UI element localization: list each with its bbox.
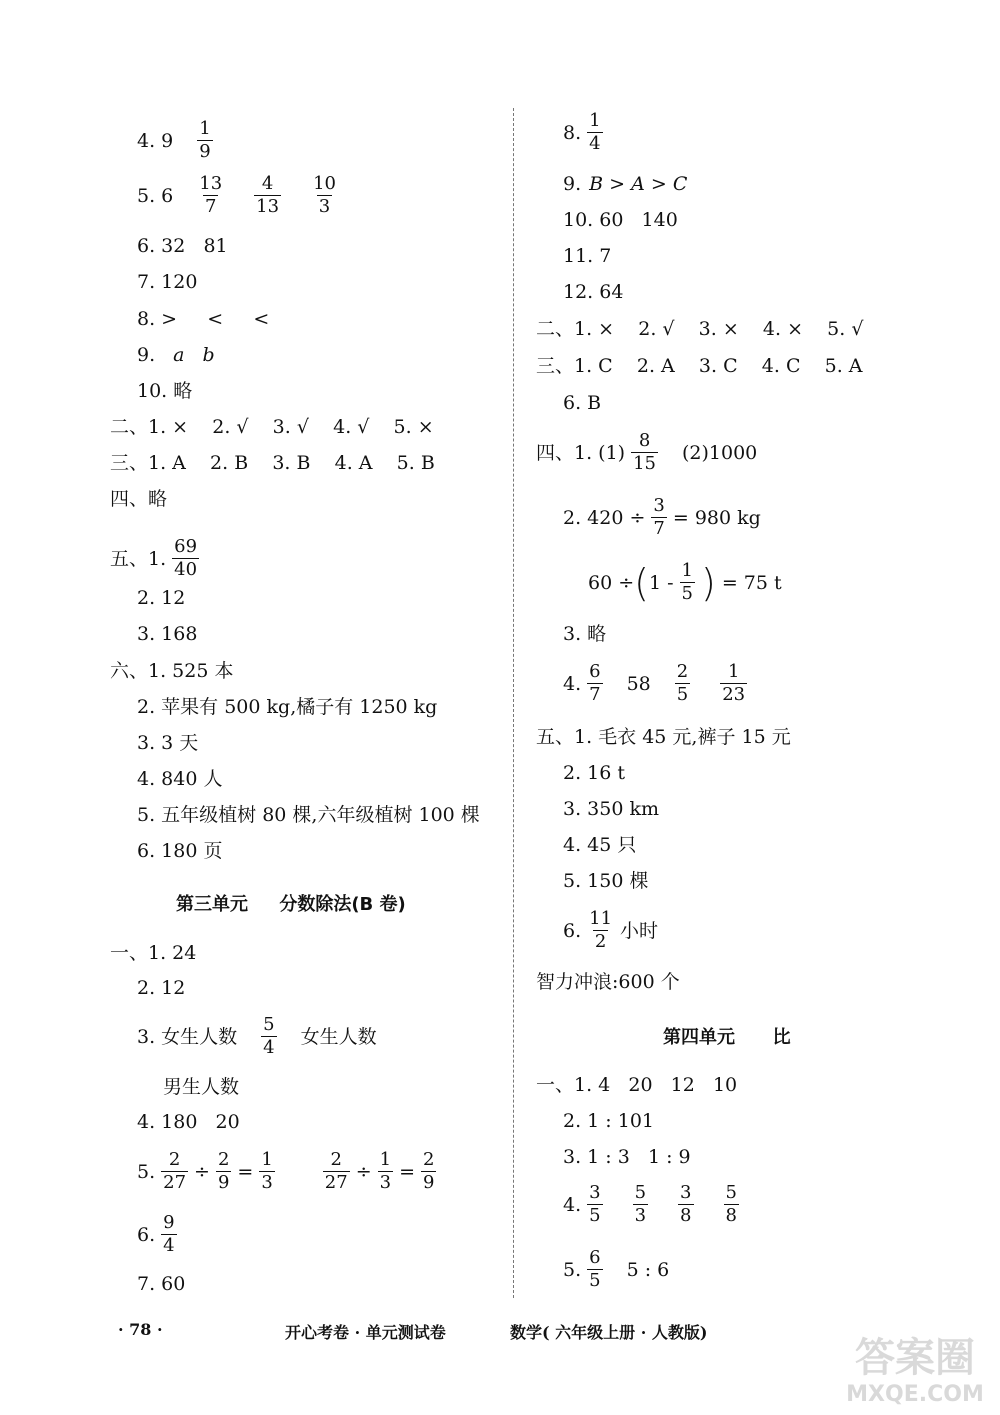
answer-line: 8. $\frac{1}{4}$ [563,110,601,154]
fraction: $\frac{11}{2}$ [589,908,613,952]
answer-line: 2. 苹果有 500 kg,橘子有 1250 kg [137,696,438,718]
fraction: $\frac{1}{3}$ [379,1149,392,1193]
fraction: $\frac{5}{8}$ [725,1182,737,1226]
fraction: $\frac{6}{5}$ [589,1247,601,1291]
answer-line: 二、1. × 2. √ 3. √ 4. √ 5. × [110,416,434,438]
answer-line: 4. 9 $\frac{1}{9}$ [137,118,211,162]
answer-line: 3. 3 天 [137,732,199,754]
fraction: $\frac{8}{15}$ [633,430,656,474]
fraction: $\frac{2}{27}$ [163,1149,187,1193]
answer-line: 60 ÷ ( 1 - $\frac{1}{5}$ ) = 75 t [588,560,782,605]
answer-line: 8. > < < [137,308,270,330]
answer-line: 2. 16 t [563,762,626,784]
answer-line: 9. a b [137,344,215,366]
answer-line: 3. 女生人数 $\frac{5}{4}$ 女生人数 [137,1014,377,1058]
answer-line: 2. 12 [137,977,186,999]
answer-line: 9. B > A > C [563,173,688,195]
fraction: $\frac{1}{4}$ [589,110,601,154]
answer-line: 2. 12 [137,587,186,609]
answer-line: 五、1. 毛衣 45 元,裤子 15 元 [536,726,791,748]
fraction: $\frac{13}{7}$ [199,173,223,217]
answer-line: 12. 64 [563,281,624,303]
answer-line: 三、1. C 2. A 3. C 4. C 5. A [536,355,863,377]
fraction: $\frac{5}{4}$ [263,1014,275,1058]
answer-line: 7. 120 [137,271,198,293]
answer-line: 3. 350 km [563,798,660,820]
answer-line: 10. 略 [137,380,193,402]
fraction: $\frac{1}{9}$ [199,118,211,162]
answer-line: 三、1. A 2. B 3. B 4. A 5. B [110,452,435,474]
fraction: $\frac{6}{7}$ [589,661,601,705]
answer-line: 五、1. $\frac{69}{40}$ [110,536,198,580]
answer-line: 7. 60 [137,1273,186,1295]
answer-line: 6. B [563,392,602,414]
fraction: $\frac{1}{5}$ [681,560,693,604]
fraction: $\frac{1}{3}$ [261,1149,273,1193]
answer-line: 3. 1 : 3 1 : 9 [563,1146,691,1168]
answer-line: 5. 五年级植树 80 棵,六年级植树 100 棵 [137,804,480,826]
answer-line: 4. 180 20 [137,1111,240,1133]
answer-line: 一、1. 4 20 12 10 [536,1074,738,1096]
fraction: $\frac{1}{23}$ [722,661,746,705]
answer-line: 5. 6 $\frac{13}{7}$ $\frac{4}{13}$ $\frac{10}{3}$ [137,173,336,217]
section-title: 第四单元 比 [663,1027,791,1048]
answer-line: 智力冲浪:600 个 [536,971,680,993]
section-title: 第三单元 分数除法(B 卷) [176,894,406,915]
answer-line: 男生人数 [163,1076,240,1098]
page-number: · 78 · [118,1320,163,1339]
answer-line: 6. 180 页 [137,840,223,862]
fraction: $\frac{2}{9}$ [217,1149,230,1193]
fraction: $\frac{2}{5}$ [676,661,689,705]
watermark-text-line2: MXQE.COM [846,1382,984,1407]
answer-line: 5. 150 棵 [563,870,649,892]
answer-line: 4. $\frac{6}{7}$ 58 $\frac{2}{5}$ $\frac{1}{23}$ [563,661,746,705]
right-paren: ) [700,560,716,605]
fraction: $\frac{3}{8}$ [680,1182,692,1226]
answer-line: 5. $\frac{2}{27}$ ÷ $\frac{2}{9}$ = $\frac{1}{3}$ $\frac{2}{27}$ ÷ $\frac{1}{3}$ = $\frac{2}{9}$ [137,1149,435,1193]
fraction: $\frac{69}{40}$ [174,536,198,580]
left-paren: ( [634,560,649,605]
answer-line: 6. $\frac{11}{2}$ 小时 [563,908,659,952]
fraction: $\frac{3}{7}$ [653,495,665,539]
answer-line: 2. 420 ÷ $\frac{3}{7}$ = 980 kg [563,495,761,539]
answer-line: 11. 7 [563,245,612,267]
watermark-text-line1: 答案圈 [855,1335,975,1381]
answer-line: 3. 168 [137,623,198,645]
answer-line: 二、1. × 2. √ 3. × 4. × 5. √ [536,318,864,340]
fraction: $\frac{9}{4}$ [163,1212,175,1256]
subject-label: 数学( 六年级上册 · 人教版) [510,1323,708,1342]
answer-line: 6. 32 81 [137,235,228,257]
answer-line: 一、1. 24 [110,942,197,964]
watermark-logo [840,1325,990,1407]
column-divider [513,108,514,1298]
fraction: $\frac{10}{3}$ [313,173,336,217]
answer-line: 10. 60 140 [563,209,678,231]
answer-line: 6. $\frac{9}{4}$ [137,1212,175,1256]
answer-line: 四、略 [110,488,168,510]
book-title: 开心考卷 · 单元测试卷 [285,1323,446,1342]
answer-line: 4. 840 人 [137,768,223,790]
answer-line: 5. $\frac{6}{5}$ 5 : 6 [563,1247,670,1291]
fraction: $\frac{2}{9}$ [423,1149,435,1193]
answer-line: 六、1. 525 本 [110,660,234,682]
answer-line: 2. 1 : 101 [563,1110,655,1132]
answer-line: 四、1. (1) $\frac{8}{15}$ (2)1000 [536,430,758,474]
fraction: $\frac{3}{5}$ [589,1182,601,1226]
fraction: $\frac{5}{3}$ [634,1182,647,1226]
answer-line: 4. $\frac{3}{5}$ $\frac{5}{3}$ $\frac{3}{8}$ $\frac{5}{8}$ [563,1182,737,1226]
fraction: $\frac{2}{27}$ [324,1149,348,1193]
answer-line: 4. 45 只 [563,834,637,856]
fraction: $\frac{4}{13}$ [256,173,280,217]
answer-line: 3. 略 [563,623,607,645]
